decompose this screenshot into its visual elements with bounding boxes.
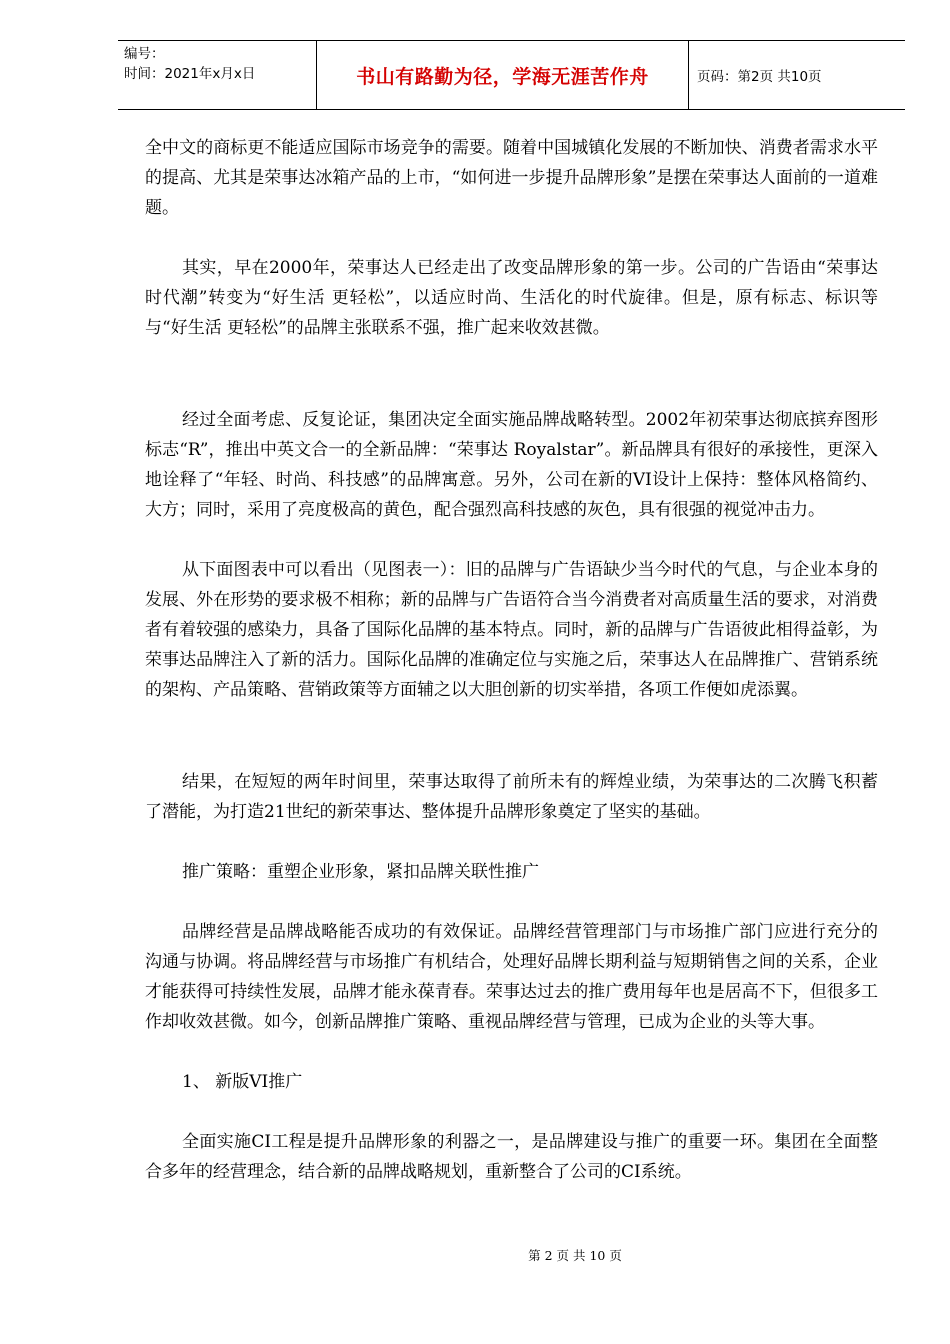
header-page-info: 页码：第2页 共10页 [697,69,822,85]
page-header [118,40,905,110]
paragraph-5: 结果，在短短的两年时间里，荣事达取得了前所未有的辉煌业绩，为荣事达的二次腾飞积蓄了潜能，为打造21世纪的新荣事达、整体提升品牌形象奠定了坚实的基础。 [145,772,878,822]
section-heading: 推广策略：重塑企业形象，紧扣品牌关联性推广 [182,862,539,882]
page-footer [0,1246,950,1264]
header-motto: 书山有路勤为径，学海无涯苦作舟 [316,41,689,109]
paragraph-6: 品牌经营是品牌战略能否成功的有效保证。品牌经营管理部门与市场推广部门应进行充分的沟通与协调。将品牌经营与市场推广有机结合，处理好品牌长期利益与短期销售之间的关系，企业才能获得可持续性发展，品牌才能永葆青春。荣事达过去的推广费用每年也是居高不下，但很多工作却收效甚微。如今，创新品牌推广策略、重视品牌经营与管理，已成为企业的头等大事。 [145,922,878,1032]
paragraph-4: 从下面图表中可以看出（见图表一）：旧的品牌与广告语缺少当今时代的气息，与企业本身的发展、外在形势的要求极不相称；新的品牌与广告语符合当今消费者对高质量生活的要求，对消费者有着较强的感染力，具备了国际化品牌的基本特点。同时，新的品牌与广告语彼此相得益彰，为荣事达品牌注入了新的活力。国际化品牌的准确定位与实施之后，荣事达人在品牌推广、营销系统的架构、产品策略、营销政策等方面辅之以大胆创新的切实举措，各项工作便如虎添翼。 [145,560,878,700]
serial-number-label: 编号： [124,46,165,62]
document-body [145,133,878,1187]
date-label: 时间：2021年x月x日 [124,66,256,82]
subsection-heading: 1、 新版VI推广 [182,1072,303,1092]
paragraph-7: 全面实施CI工程是提升品牌形象的利器之一，是品牌建设与推广的重要一环。集团在全面整合多年的经营理念，结合新的品牌战略规划，重新整合了公司的CI系统。 [145,1132,878,1182]
paragraph-2: 其实，早在2000年，荣事达人已经走出了改变品牌形象的第一步。公司的广告语由“荣事达 时代潮”转变为“好生活 更轻松”，以适应时尚、生活化的时代旋律。但是，原有标志、标识等与“好生活 更轻松”的品牌主张联系不强，推广起来收效甚微。 [145,258,878,338]
paragraph-1: 全中文的商标更不能适应国际市场竞争的需要。随着中国城镇化发展的不断加快、消费者需求水平的提高、尤其是荣事达冰箱产品的上市，“如何进一步提升品牌形象”是摆在荣事达人面前的一道难题。 [145,138,878,218]
paragraph-3: 经过全面考虑、反复论证，集团决定全面实施品牌战略转型。2002年初荣事达彻底摈弃图形标志“R”，推出中英文合一的全新品牌：“荣事达 Royalstar”。新品牌具有很好的承接性，更深入地诠释了“年轻、时尚、科技感”的品牌寓意。另外，公司在新的VI设计上保持：整体风格简约、大方；同时，采用了亮度极高的黄色，配合强烈高科技感的灰色，具有很强的视觉冲击力。 [145,410,878,520]
footer-page-number: 第 2 页 共 10 页 [528,1248,622,1263]
header-meta [118,41,316,109]
